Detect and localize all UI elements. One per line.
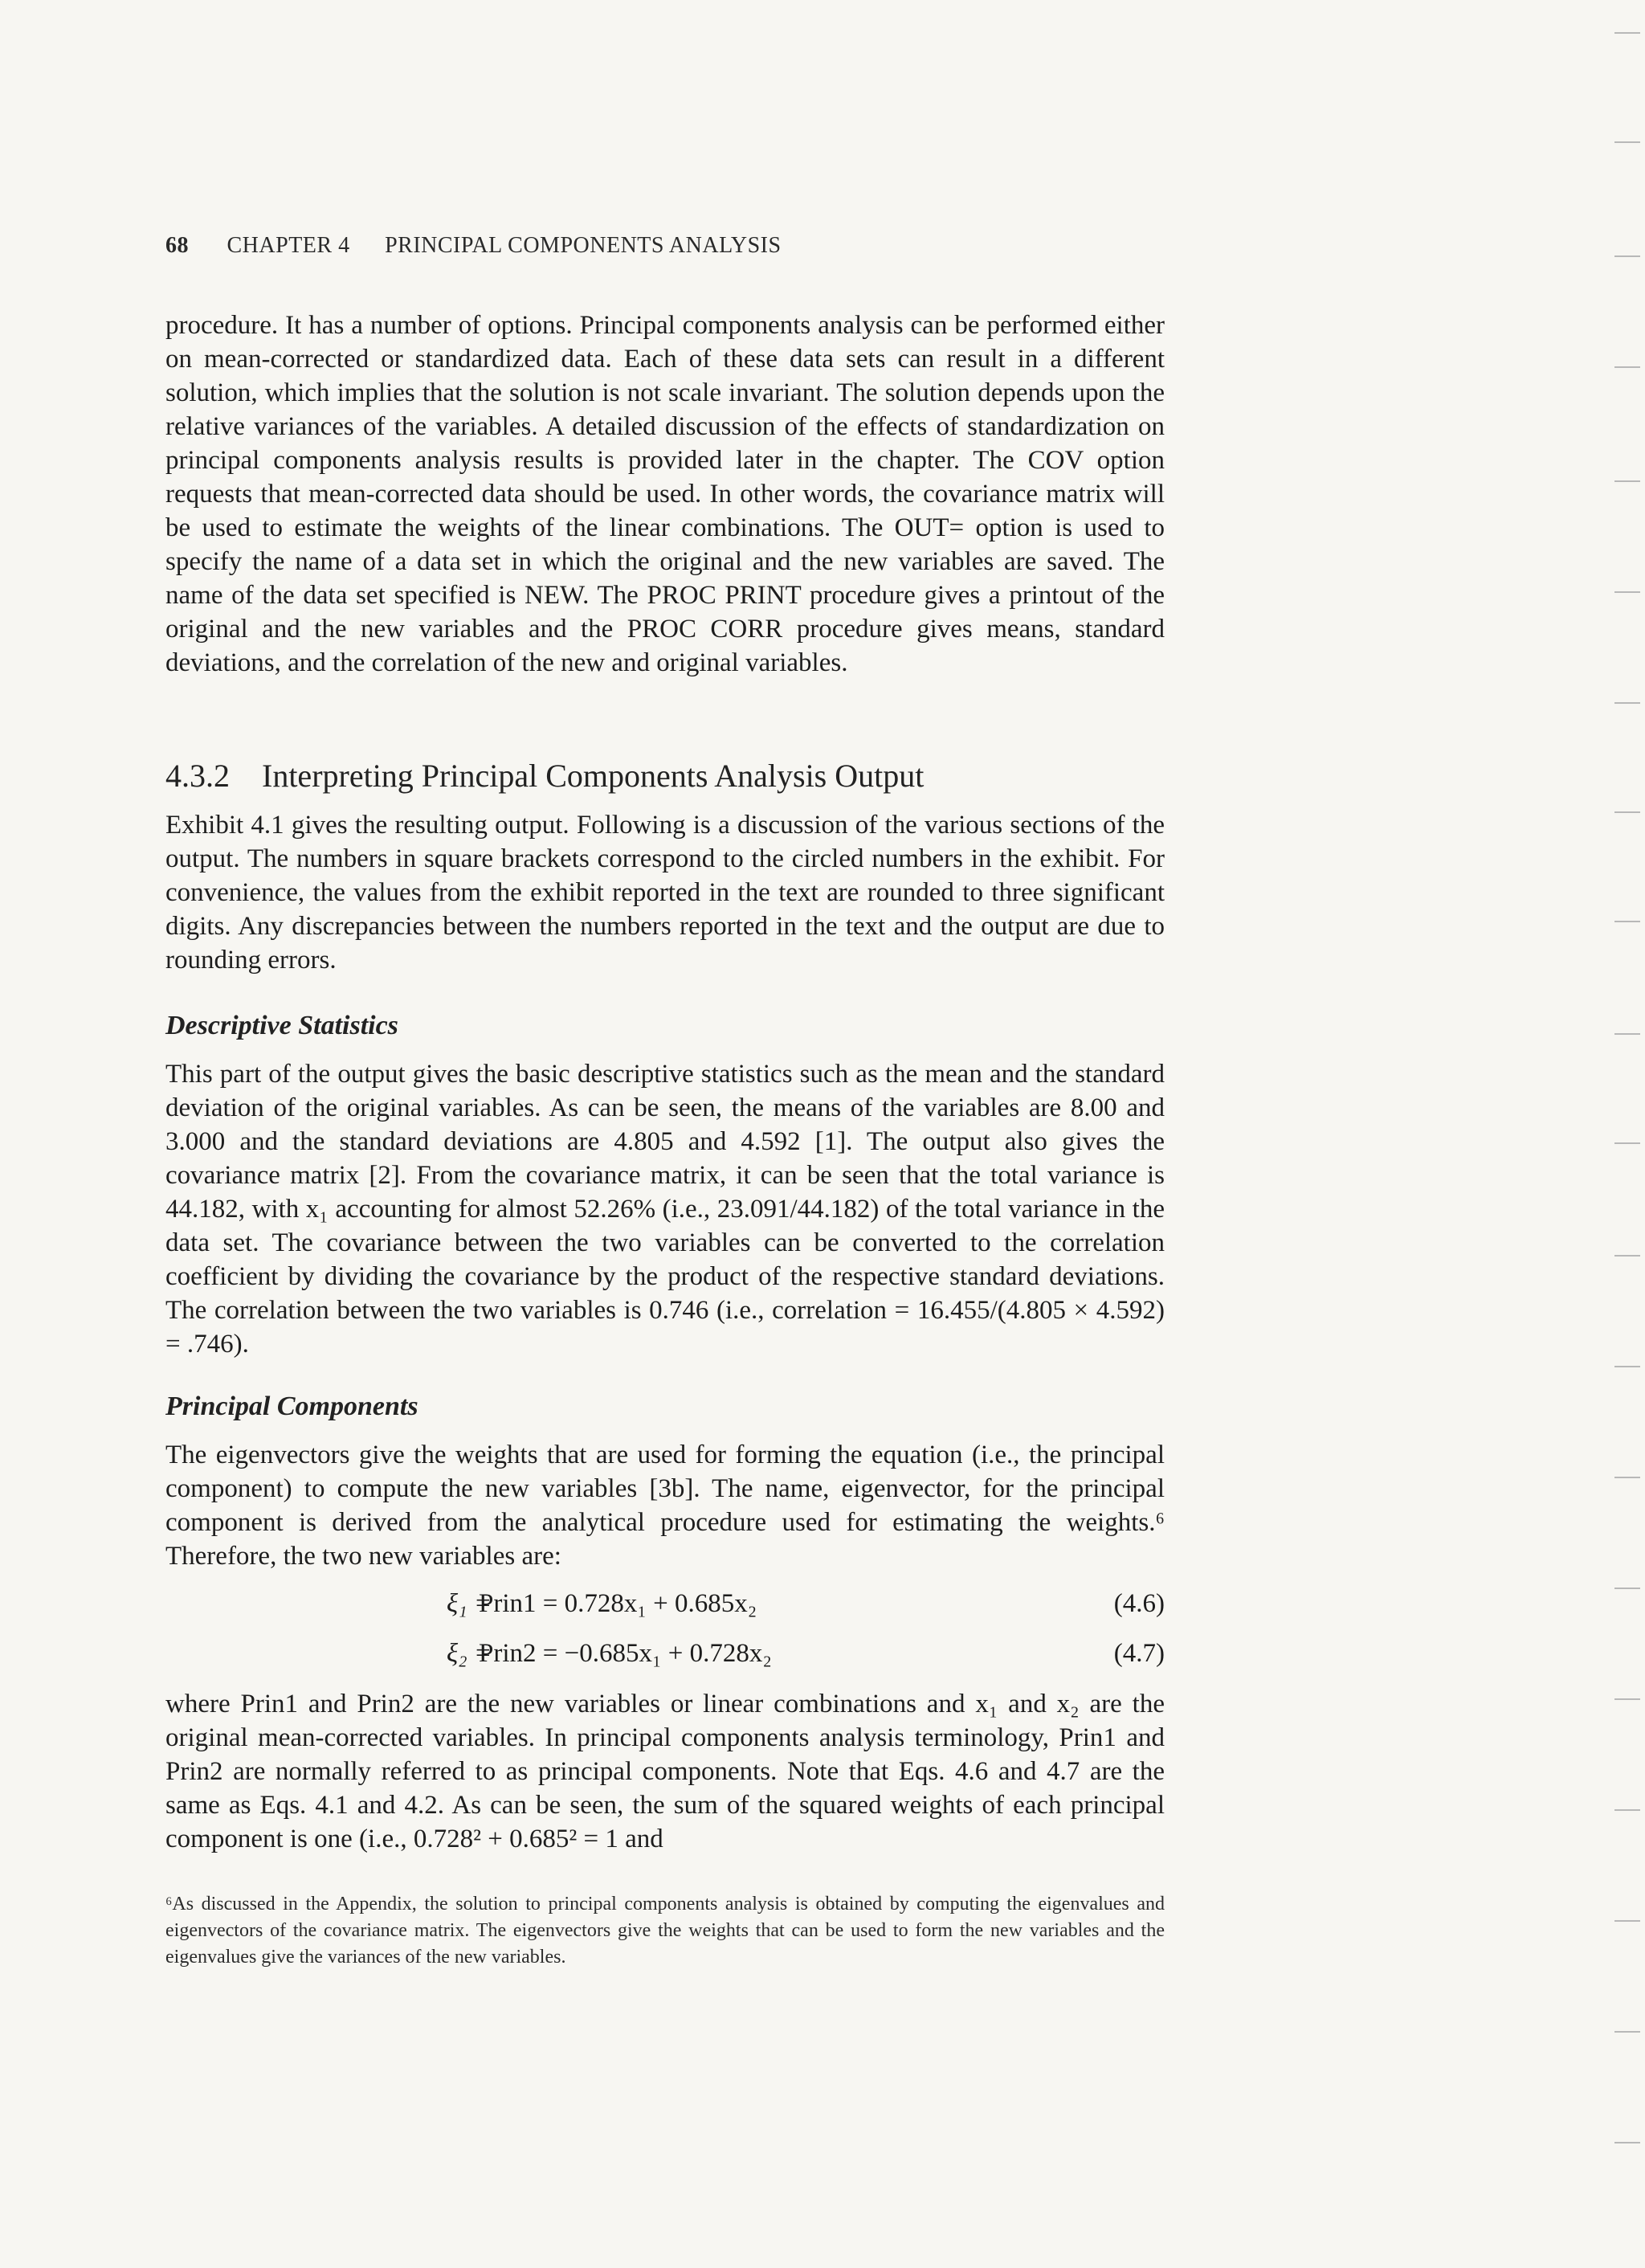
section-number: 4.3.2 (165, 758, 230, 794)
equation-rhs: Prin1 = 0.728x₁ + 0.685x₂ (479, 1589, 757, 1618)
edge-tick (1614, 702, 1640, 704)
equation-rhs: Prin2 = −0.685x₁ + 0.728x₂ (479, 1639, 772, 1668)
edge-tick (1614, 1809, 1640, 1811)
edge-tick (1614, 1366, 1640, 1367)
edge-tick (1614, 366, 1640, 368)
edge-tick (1614, 2142, 1640, 2143)
subsection-heading-principal: Principal Components (165, 1391, 418, 1421)
edge-tick (1614, 32, 1640, 34)
edge-tick (1614, 1142, 1640, 1144)
equation-4-7 (165, 1639, 1165, 1679)
footnote: ⁶As discussed in the Appendix, the solution to principal components analysis is obtained by computing the eigenvalues and eigenvectors of the covariance matrix. The eigenvectors give the weights that can be used to form the new variables and the eigenvalues give the variances of the new variables. (165, 1894, 1165, 1968)
edge-tick (1614, 1033, 1640, 1035)
page-number: 68 (165, 233, 189, 258)
edge-tick (1614, 921, 1640, 922)
equation-lhs: ξ₁ = (447, 1589, 492, 1618)
edge-tick (1614, 1920, 1640, 1922)
equation-number: (4.6) (1113, 1589, 1165, 1618)
edge-tick (1614, 480, 1640, 482)
equation-4-6 (165, 1589, 1165, 1629)
equation-number: (4.7) (1113, 1639, 1165, 1668)
edge-tick (1614, 2031, 1640, 2033)
descriptive-paragraph: This part of the output gives the basic descriptive statistics such as the mean and the standard deviation of the original variables. As can be seen, the means of the variables are 8.00 and 3.000 and the standard deviations are 4.805 and 4.592 [1]. The output also gives the covariance matrix [2]. From the covariance matrix, it can be seen that the total variance is 44.182, with x₁ accounting for almost 52.26% (i.e., 23.091/44.182) of the total variance in the data set. The covariance between the two variables can be converted to the correlation coefficient by dividing the covariance by the product of the respective standard deviations. The correlation between the two variables is 0.746 (i.e., correlation = 16.455/(4.805 × 4.592) = .746). (165, 1060, 1165, 1359)
after-equations-paragraph: where Prin1 and Prin2 are the new variables or linear combinations and x₁ and x₂ are the original mean-corrected variables. In principal components analysis terminology, Prin1 and Prin2 are normally referred to as principal components. Note that Eqs. 4.6 and 4.7 are the same as Eqs. 4.1 and 4.2. As can be seen, the sum of the squared weights of each principal component is one (i.e., 0.728² + 0.685² = 1 and (165, 1690, 1165, 1853)
edge-tick (1614, 1588, 1640, 1589)
chapter-label: CHAPTER 4 (227, 233, 350, 258)
principal-paragraph: The eigenvectors give the weights that are used for forming the equation (i.e., the principal component) to compute the new variables [3b]. The name, eigenvector, for the principal component is derived from the analytical procedure used for estimating the weights.⁶ Therefore, the two new variables are: (165, 1440, 1165, 1571)
edge-tick (1614, 255, 1640, 257)
section-title: Interpreting Principal Components Analysis Output (262, 758, 925, 794)
edge-tick (1614, 141, 1640, 143)
chapter-title: PRINCIPAL COMPONENTS ANALYSIS (385, 233, 782, 258)
edge-tick (1614, 1255, 1640, 1257)
edge-tick (1614, 1698, 1640, 1700)
section-paragraph: Exhibit 4.1 gives the resulting output. Following is a discussion of the various sections of the output. The numbers in square brackets correspond to the circled numbers in the exhibit. For convenience, the values from the exhibit reported in the text are rounded to three significant digits. Any discrepancies between the numbers reported in the text and the output are due to rounding errors. (165, 811, 1165, 975)
page-edge-marks (1597, 0, 1645, 2268)
running-header (165, 233, 782, 259)
edge-tick (1614, 591, 1640, 593)
edge-tick (1614, 1477, 1640, 1478)
subsection-heading-descriptive: Descriptive Statistics (165, 1011, 398, 1040)
edge-tick (1614, 811, 1640, 813)
section-heading (165, 757, 924, 795)
equation-lhs: ξ₂ = (447, 1639, 492, 1668)
intro-paragraph: procedure. It has a number of options. Principal components analysis can be performed either on mean-corrected or standardized data. Each of these data sets can result in a different solution, which implies that the solution is not scale invariant. The solution depends upon the relative variances of the variables. A detailed discussion of the effects of standardization on principal components analysis results is provided later in the chapter. The COV option requests that mean-corrected data should be used. In other words, the covariance matrix will be used to estimate the weights of the linear combinations. The OUT= option is used to specify the name of a data set in which the original and the new variables are saved. The name of the data set specified is NEW. The PROC PRINT procedure gives a printout of the original and the new variables and the PROC CORR procedure gives means, standard deviations, and the correlation of the new and original variables. (165, 311, 1165, 677)
